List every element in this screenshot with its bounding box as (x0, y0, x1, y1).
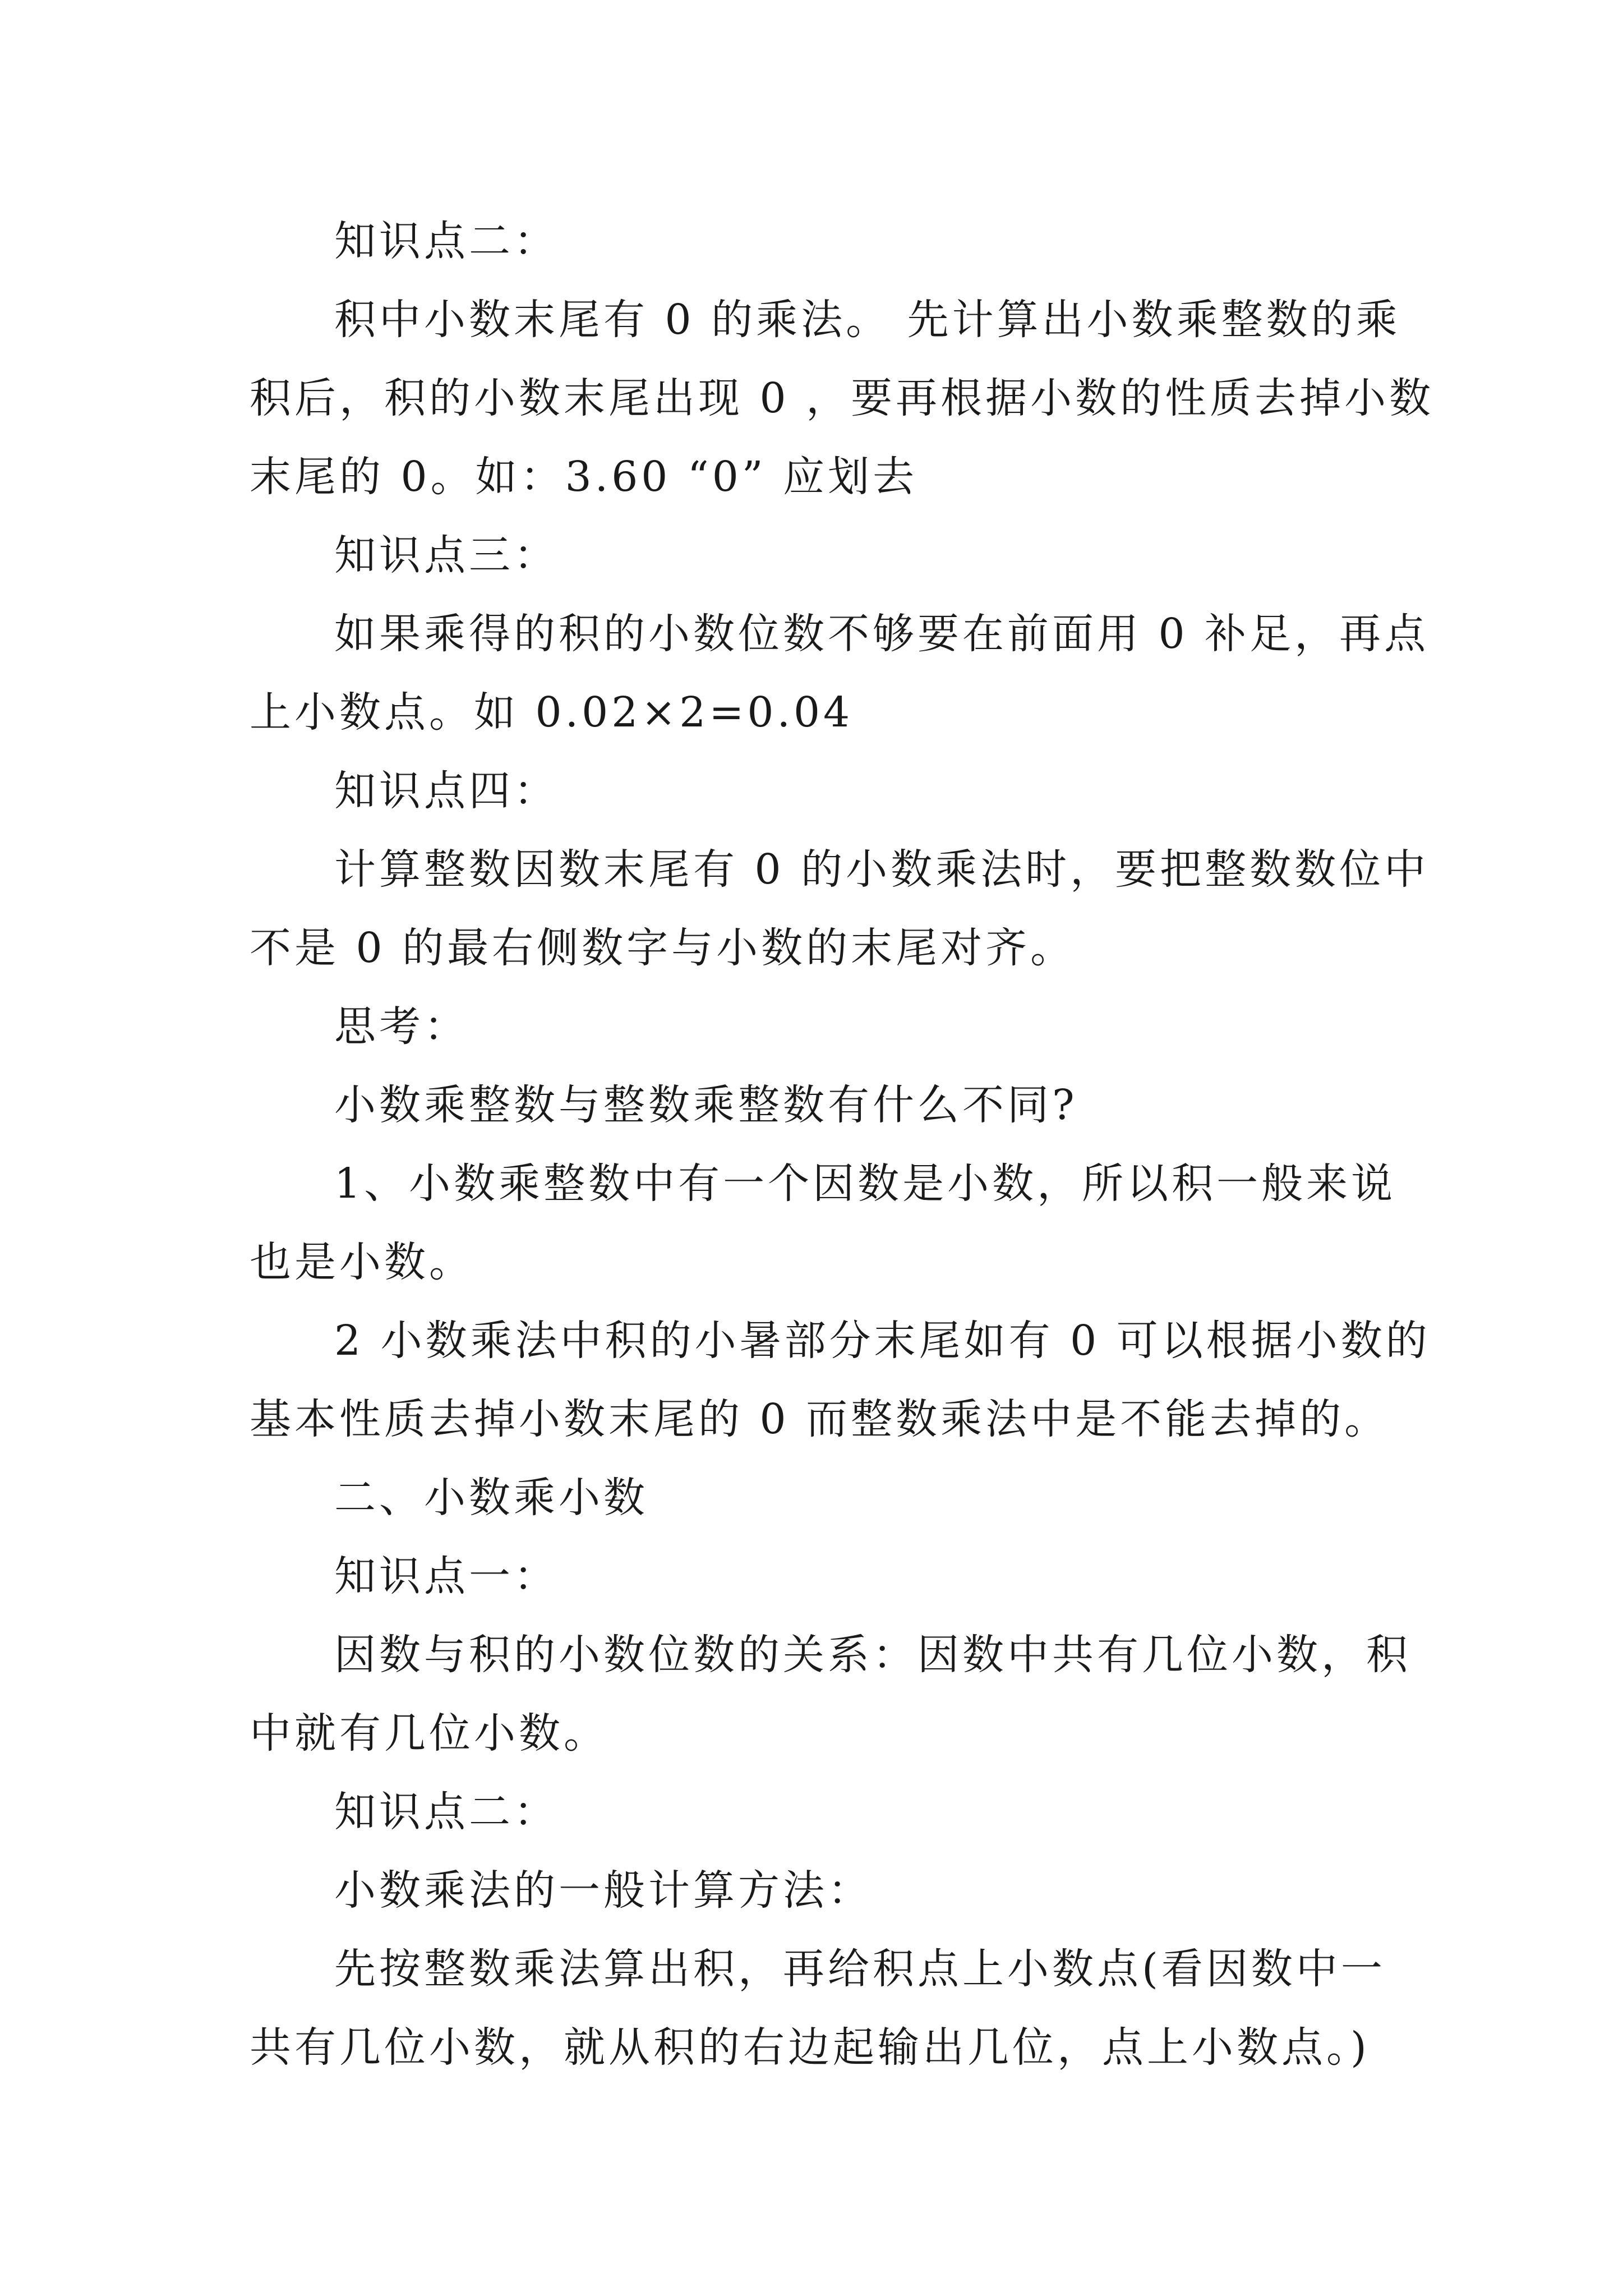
paragraph-line: 末尾的 0。如：3.60 “0” 应划去 (250, 453, 918, 501)
paragraph-line: 小数乘法的一般计算方法： (334, 1866, 873, 1915)
section-heading: 二、小数乘小数 (334, 1474, 648, 1522)
paragraph-line: 如果乘得的积的小数位数不够要在前面用 0 补足，再点 (334, 610, 1430, 658)
paragraph-line: 中就有几位小数。 (250, 1709, 608, 1757)
paragraph-line: 基本性质去掉小数末尾的 0 而整数乘法中是不能去掉的。 (250, 1395, 1390, 1443)
paragraph-line: 计算整数因数末尾有 0 的小数乘法时，要把整数数位中 (334, 845, 1430, 894)
heading-knowledge-point-2: 知识点二： (334, 1788, 559, 1836)
paragraph-line: 不是 0 的最右侧数字与小数的末尾对齐。 (250, 924, 1076, 972)
heading-thinking: 思考： (334, 1002, 469, 1051)
paragraph-line: 积中小数末尾有 0 的乘法。 先计算出小数乘整数的乘 (334, 296, 1401, 344)
heading-knowledge-point-2: 知识点二： (334, 217, 559, 265)
paragraph-line: 共有几位小数，就从积的右边起输出几位，点上小数点。) (250, 2023, 1370, 2072)
heading-knowledge-point-4: 知识点四： (334, 767, 559, 815)
paragraph-line: 1、小数乘整数中有一个因数是小数，所以积一般来说 (334, 1159, 1396, 1208)
paragraph-line: 小数乘整数与整数乘整数有什么不同? (334, 1081, 1078, 1129)
paragraph-line: 2 小数乘法中积的小暑部分末尾如有 0 可以根据小数的 (334, 1317, 1431, 1365)
paragraph-line: 也是小数。 (250, 1238, 474, 1286)
paragraph-line: 上小数点。如 0.02×2=0.04 (250, 688, 854, 737)
heading-knowledge-point-3: 知识点三： (334, 531, 559, 579)
paragraph-line: 先按整数乘法算出积，再给积点上小数点(看因数中一 (334, 1945, 1386, 1993)
paragraph-line: 积后，积的小数末尾出现 0 ，要再根据小数的性质去掉小数 (250, 374, 1435, 422)
heading-knowledge-point-1: 知识点一： (334, 1552, 559, 1600)
paragraph-line: 因数与积的小数位数的关系：因数中共有几位小数，积 (334, 1631, 1411, 1679)
